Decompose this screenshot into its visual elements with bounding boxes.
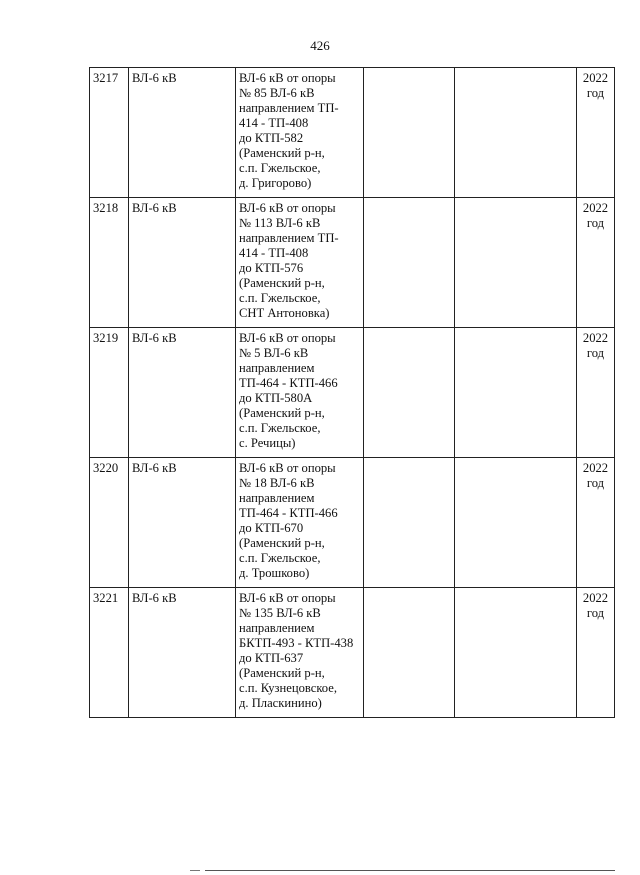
object-type-cell: ВЛ-6 кВ	[129, 68, 236, 198]
empty-cell	[364, 458, 455, 588]
year-cell: 2022 год	[577, 588, 615, 718]
year-cell: 2022 год	[577, 198, 615, 328]
empty-cell	[455, 198, 577, 328]
footer-divider	[205, 870, 615, 871]
empty-cell	[455, 588, 577, 718]
object-type-cell: ВЛ-6 кВ	[129, 458, 236, 588]
empty-cell	[455, 68, 577, 198]
year-cell: 2022 год	[577, 68, 615, 198]
row-number-cell: 3217	[90, 68, 129, 198]
empty-cell	[364, 198, 455, 328]
table-row	[90, 68, 615, 198]
table-row	[90, 198, 615, 328]
table-row	[90, 458, 615, 588]
year-cell: 2022 год	[577, 458, 615, 588]
registry-table	[89, 67, 615, 718]
object-type-cell: ВЛ-6 кВ	[129, 328, 236, 458]
year-cell: 2022 год	[577, 328, 615, 458]
empty-cell	[455, 458, 577, 588]
table-row	[90, 328, 615, 458]
empty-cell	[364, 68, 455, 198]
empty-cell	[364, 588, 455, 718]
row-number-cell: 3219	[90, 328, 129, 458]
object-description-cell: ВЛ-6 кВ от опоры № 5 ВЛ-6 кВ направлением ТП-464 - КТП-466 до КТП-580А (Раменский р-н, с.п. Гжельское, с. Речицы)	[236, 328, 364, 458]
empty-cell	[455, 328, 577, 458]
object-type-cell: ВЛ-6 кВ	[129, 198, 236, 328]
row-number-cell: 3218	[90, 198, 129, 328]
object-description-cell: ВЛ-6 кВ от опоры № 113 ВЛ-6 кВ направлением ТП- 414 - ТП-408 до КТП-576 (Раменский р-н, с.п. Гжельское, СНТ Антоновка)	[236, 198, 364, 328]
object-description-cell: ВЛ-6 кВ от опоры № 85 ВЛ-6 кВ направлением ТП- 414 - ТП-408 до КТП-582 (Раменский р-н, с.п. Гжельское, д. Григорово)	[236, 68, 364, 198]
table-row	[90, 588, 615, 718]
footer-divider	[190, 870, 200, 871]
empty-cell	[364, 328, 455, 458]
object-type-cell: ВЛ-6 кВ	[129, 588, 236, 718]
object-description-cell: ВЛ-6 кВ от опоры № 135 ВЛ-6 кВ направлением БКТП-493 - КТП-438 до КТП-637 (Раменский р-н, с.п. Кузнецовское, д. Пласкинино)	[236, 588, 364, 718]
row-number-cell: 3221	[90, 588, 129, 718]
page-number: 426	[310, 38, 330, 53]
row-number-cell: 3220	[90, 458, 129, 588]
object-description-cell: ВЛ-6 кВ от опоры № 18 ВЛ-6 кВ направлением ТП-464 - КТП-466 до КТП-670 (Раменский р-н, с.п. Гжельское, д. Трошково)	[236, 458, 364, 588]
